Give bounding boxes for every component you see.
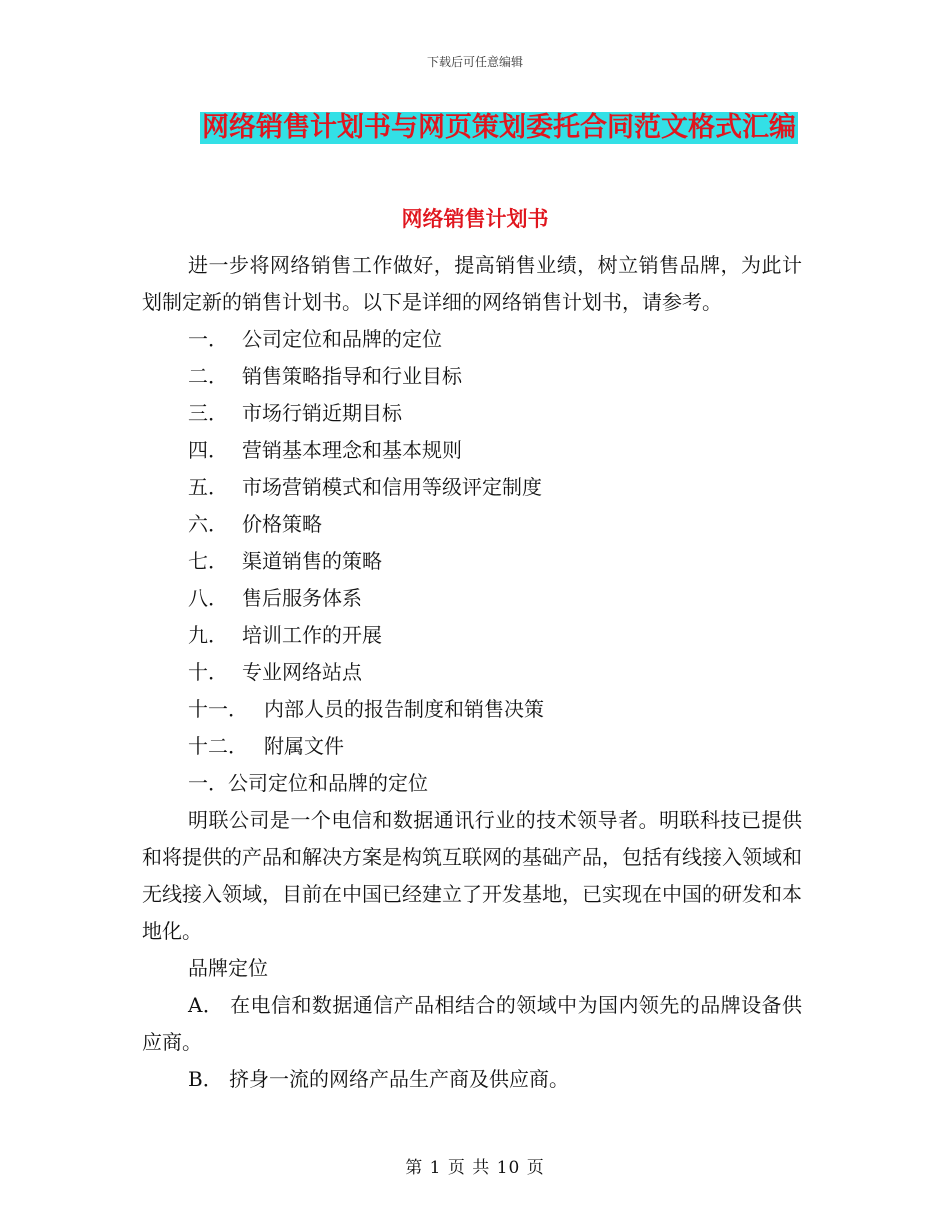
toc-number: 十二． (188, 734, 248, 758)
toc-text: 售后服务体系 (242, 586, 362, 610)
toc-number: 三． (188, 401, 228, 425)
toc-item (142, 506, 802, 543)
toc-text: 市场行销近期目标 (242, 401, 402, 425)
toc-text: 附属文件 (264, 734, 344, 758)
toc-item (142, 691, 802, 728)
toc-number: 一． (188, 327, 228, 351)
brand-item-a: A． 在电信和数据通信产品相结合的领域中为国内领先的品牌设备供应商。 (142, 993, 802, 1054)
toc-number: 八． (188, 586, 228, 610)
toc-item (142, 395, 802, 432)
toc-text: 价格策略 (242, 512, 322, 536)
toc-item (142, 654, 802, 691)
toc-item (142, 728, 802, 765)
toc-number: 五． (188, 475, 228, 499)
toc-number: 六． (188, 512, 228, 536)
table-of-contents (142, 321, 802, 765)
toc-text: 公司定位和品牌的定位 (242, 327, 442, 351)
document-body (142, 247, 802, 1098)
toc-item (142, 617, 802, 654)
toc-text: 营销基本理念和基本规则 (242, 438, 462, 462)
intro-paragraph: 进一步将网络销售工作做好，提高销售业绩，树立销售品牌，为此计划制定新的销售计划书。以下是详细的网络销售计划书，请参考。 (142, 253, 802, 314)
toc-number: 四． (188, 438, 228, 462)
page-footer: 第 1 页 共 10 页 (405, 1158, 545, 1178)
toc-text: 渠道销售的策略 (242, 549, 382, 573)
toc-number: 二． (188, 364, 228, 388)
toc-item (142, 432, 802, 469)
sub-heading: 一．公司定位和品牌的定位 (188, 771, 428, 795)
toc-text: 培训工作的开展 (242, 623, 382, 647)
document-title-wrapper (0, 112, 950, 144)
toc-item (142, 321, 802, 358)
toc-text: 专业网络站点 (242, 660, 362, 684)
toc-number: 七． (188, 549, 228, 573)
toc-text: 市场营销模式和信用等级评定制度 (242, 475, 542, 499)
toc-item (142, 543, 802, 580)
toc-text: 内部人员的报告制度和销售决策 (264, 697, 544, 721)
toc-item (142, 469, 802, 506)
toc-number: 十一． (188, 697, 248, 721)
brand-heading: 品牌定位 (188, 956, 268, 980)
brand-item-b: B． 挤身一流的网络产品生产商及供应商。 (188, 1067, 570, 1091)
company-paragraph: 明联公司是一个电信和数据通讯行业的技术领导者。明联科技已提供和将提供的产品和解决方案是构筑互联网的基础产品，包括有线接入领域和无线接入领域，目前在中国已经建立了开发基地，已实现在中国的研发和本地化。 (142, 808, 802, 943)
document-title: 网络销售计划书与网页策划委托合同范文格式汇编 (202, 112, 796, 143)
toc-item (142, 358, 802, 395)
toc-number: 十． (188, 660, 228, 684)
section-title: 网络销售计划书 (401, 207, 549, 231)
toc-text: 销售策略指导和行业目标 (242, 364, 462, 388)
toc-item (142, 580, 802, 617)
toc-number: 九． (188, 623, 228, 647)
header-note: 下载后可任意编辑 (426, 55, 523, 69)
